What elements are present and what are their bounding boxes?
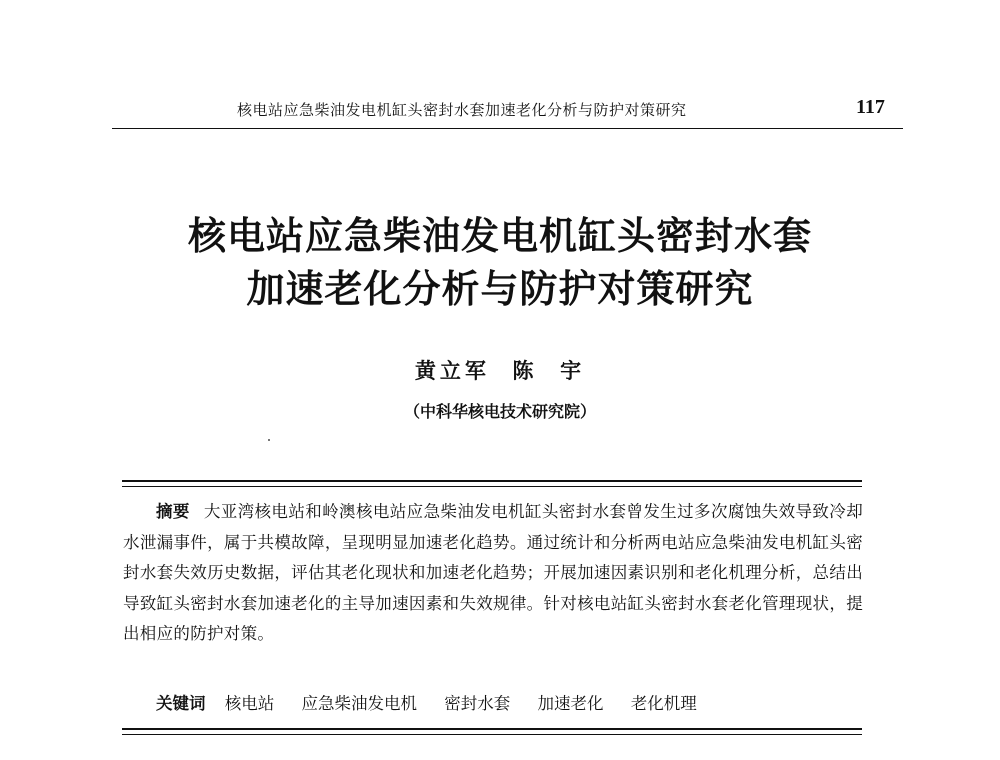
keyword-item: 密封水套: [444, 694, 511, 713]
abstract-top-rule: [122, 480, 862, 487]
keywords: [123, 690, 863, 714]
page-number: 117: [856, 96, 885, 118]
abstract-label: 摘要: [156, 502, 190, 521]
keyword-item: 应急柴油发电机: [301, 694, 417, 713]
keyword-item: 核电站: [224, 694, 275, 713]
running-head: 核电站应急柴油发电机缸头密封水套加速老化分析与防护对策研究: [237, 101, 687, 119]
header-rule: [112, 128, 903, 129]
paper-title-line-2: 加速老化分析与防护对策研究: [246, 266, 754, 311]
authors: 黄立军 陈 宇: [414, 358, 586, 383]
abstract: [123, 497, 863, 650]
paper-title-line-1: 核电站应急柴油发电机缸头密封水套: [187, 213, 812, 258]
abstract-text: 大亚湾核电站和岭澳核电站应急柴油发电机缸头密封水套曾发生过多次腐蚀失效导致冷却水泄漏事件，属于共模故障，呈现明显加速老化趋势。通过统计和分析两电站应急柴油发电机缸头密封水套失效历史数据，评估其老化现状和加速老化趋势；开展加速因素识别和老化机理分析，总结出导致缸头密封水套加速老化的主导加速因素和失效规律。针对核电站缸头密封水套老化管理现状，提出相应的防护对策。: [123, 502, 863, 643]
scan-speck: [268, 439, 270, 441]
abstract-bottom-rule: [122, 728, 862, 735]
keyword-item: 加速老化: [537, 694, 604, 713]
keyword-item: 老化机理: [630, 694, 697, 713]
keywords-label: 关键词: [156, 694, 206, 713]
affiliation: （中科华核电技术研究院）: [403, 402, 596, 421]
